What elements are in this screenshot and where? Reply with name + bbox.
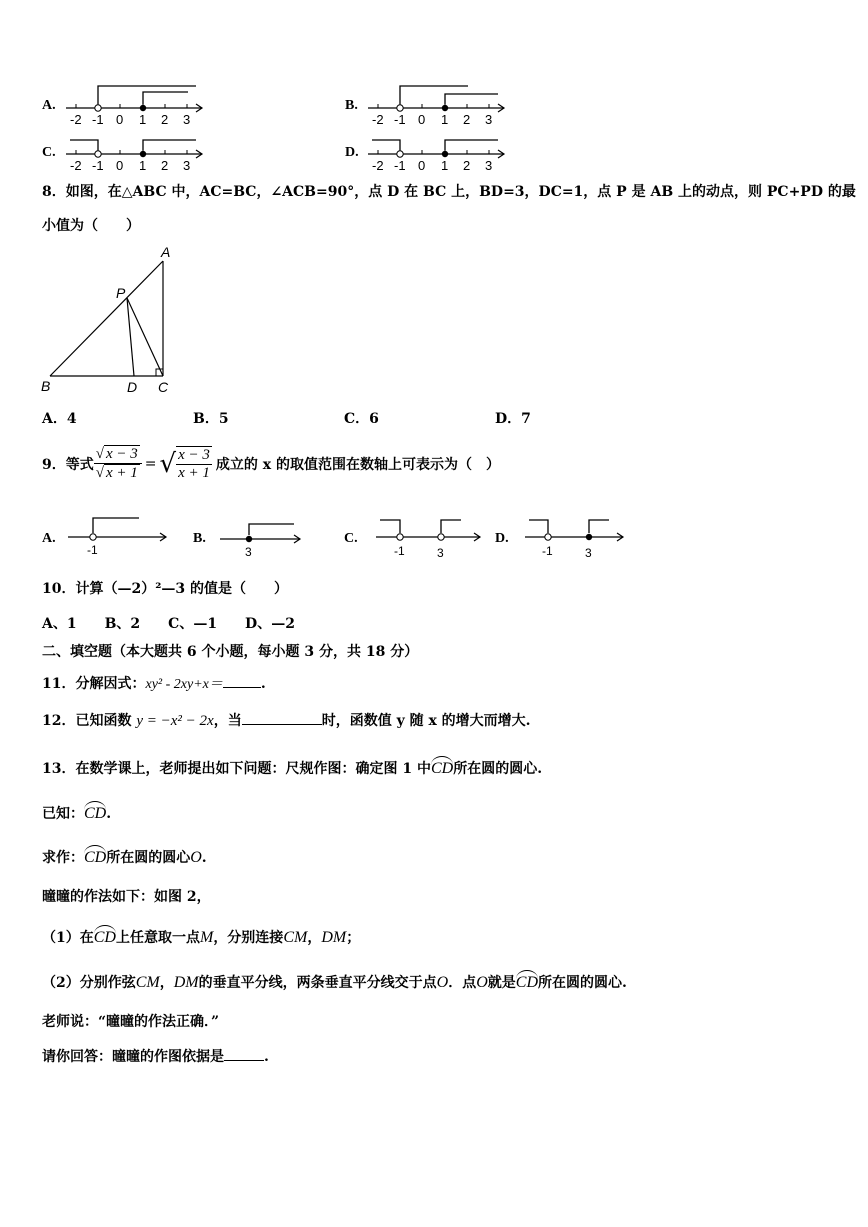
svg-text:3: 3 <box>485 158 493 173</box>
q8-option-c[interactable]: C．6 <box>344 411 379 427</box>
svg-text:0: 0 <box>418 112 426 127</box>
q9-prefix: 9．等式 <box>42 456 94 473</box>
q12-stem: 12．已知函数 y = −x² − 2x，当 时，函数值 y 随 x 的增大而增大. <box>42 710 531 730</box>
svg-text:2: 2 <box>161 158 169 173</box>
q9-option-d-label[interactable]: D. <box>495 531 509 546</box>
q7-option-d-numberline[interactable] <box>366 128 511 174</box>
q13-known: 已知：CD. <box>42 801 111 823</box>
q9-sqrt-sign: √ <box>159 448 177 479</box>
svg-text:-1: -1 <box>92 158 104 173</box>
arc-cd: CD <box>94 925 116 947</box>
q8-option-a[interactable]: A．4 <box>42 411 77 427</box>
q9-option-b-numberline[interactable] <box>218 512 303 560</box>
q13-answer-blank[interactable] <box>224 1046 264 1061</box>
svg-text:3: 3 <box>585 546 592 560</box>
q10-options[interactable]: A、1 B、2 C、—1 D、—2 <box>42 616 295 632</box>
q9-option-a-numberline[interactable] <box>66 512 171 560</box>
label-c: C <box>158 379 169 395</box>
label-d: D <box>127 379 138 395</box>
q13-teacher-remark: 老师说：“曈曈的作法正确．” <box>42 1014 220 1030</box>
svg-text:1: 1 <box>441 158 449 173</box>
svg-text:-2: -2 <box>70 158 82 173</box>
svg-text:2: 2 <box>161 112 169 127</box>
arc-cd: CD <box>516 970 538 992</box>
svg-text:-1: -1 <box>394 112 406 127</box>
svg-text:3: 3 <box>485 112 493 127</box>
q13-step1: （1）在CD上任意取一点M，分别连接CM，DM； <box>42 925 360 947</box>
q9-option-b-label[interactable]: B. <box>193 531 206 546</box>
arc-cd: CD <box>84 845 106 867</box>
svg-text:2: 2 <box>463 112 471 127</box>
q7-option-c-label[interactable]: C. <box>42 145 56 160</box>
q13-step2: （2）分别作弦CM，DM的垂直平分线，两条垂直平分线交于点O．点O就是CD所在圆的圆心. <box>42 970 627 992</box>
q9-suffix: 成立的 x 的取值范围在数轴上可表示为（ ） <box>215 456 500 473</box>
svg-text:-2: -2 <box>372 112 384 127</box>
label-a: A <box>161 244 171 260</box>
q13-method: 曈曈的作法如下：如图 2， <box>42 889 211 905</box>
svg-text:-1: -1 <box>92 112 104 127</box>
svg-text:0: 0 <box>116 158 124 173</box>
svg-text:-2: -2 <box>372 158 384 173</box>
q11-expression: xy² - 2xy+x＝ <box>145 677 223 692</box>
svg-text:-1: -1 <box>542 544 553 558</box>
q8-triangle-figure <box>36 240 186 400</box>
q12-function: y = −x² − 2x <box>136 713 214 729</box>
q11-answer-blank[interactable] <box>223 673 261 688</box>
q7-option-b-label[interactable]: B. <box>345 98 358 113</box>
svg-text:-2: -2 <box>70 112 82 127</box>
q7-option-c-numberline[interactable] <box>64 128 209 174</box>
svg-text:0: 0 <box>116 112 124 127</box>
svg-text:1: 1 <box>441 112 449 127</box>
q8-option-b[interactable]: B．5 <box>193 411 229 427</box>
q8-option-d[interactable]: D．7 <box>495 411 531 427</box>
section-2-title: 二、填空题（本大题共 6 个小题，每小题 3 分，共 18 分） <box>42 644 419 660</box>
svg-text:0: 0 <box>418 158 426 173</box>
q7-option-a-numberline[interactable] <box>64 82 209 128</box>
svg-text:1: 1 <box>139 112 147 127</box>
q9-left-fraction: $\frac{√ x - 3}{√ x + 1}$ <box>94 445 142 482</box>
svg-text:-1: -1 <box>394 158 406 173</box>
q12-answer-blank[interactable] <box>242 710 322 725</box>
label-p: P <box>116 285 126 301</box>
q7-option-d-label[interactable]: D. <box>345 145 359 160</box>
q9-option-c-label[interactable]: C. <box>344 531 358 546</box>
svg-text:-1: -1 <box>87 543 98 557</box>
q9-option-d-numberline[interactable] <box>523 512 628 560</box>
q13-question: 请你回答：曈曈的作图依据是 . <box>42 1046 269 1066</box>
svg-text:1: 1 <box>139 158 147 173</box>
svg-text:2: 2 <box>463 158 471 173</box>
q8-stem-line1: 8．如图，在△ABC 中，AC=BC，∠ACB=90°，点 D 在 BC 上，BD=3，DC=1，点 P 是 AB 上的动点，则 PC+PD 的最 <box>42 184 856 200</box>
q11-stem: 11．分解因式：xy² - 2xy+x＝ . <box>42 673 266 694</box>
label-b: B <box>41 378 51 394</box>
q7-option-b-numberline[interactable] <box>366 82 511 128</box>
arc-cd: CD <box>84 801 106 823</box>
q13-stem: 13．在数学课上，老师提出如下问题：尺规作图：确定图 1 中CD所在圆的圆心. <box>42 756 542 778</box>
svg-text:3: 3 <box>437 546 444 560</box>
svg-text:3: 3 <box>183 112 191 127</box>
q13-find: 求作：CD所在圆的圆心O. <box>42 845 207 867</box>
q9-option-c-numberline[interactable] <box>374 512 484 560</box>
q9-stem <box>42 445 500 482</box>
svg-text:3: 3 <box>183 158 191 173</box>
q9-option-a-label[interactable]: A. <box>42 531 56 546</box>
q9-equals: = <box>144 455 157 472</box>
svg-text:3: 3 <box>245 545 252 559</box>
arc-cd: CD <box>431 756 453 778</box>
q9-right-fraction: $\frac{x - 3}{x + 1}$ <box>178 446 210 481</box>
q8-stem-line2: 小值为（ ） <box>42 218 140 234</box>
svg-text:-1: -1 <box>394 544 405 558</box>
q10-stem: 10．计算（—2）²—3 的值是（ ） <box>42 581 288 597</box>
q7-option-a-label[interactable]: A. <box>42 98 56 113</box>
